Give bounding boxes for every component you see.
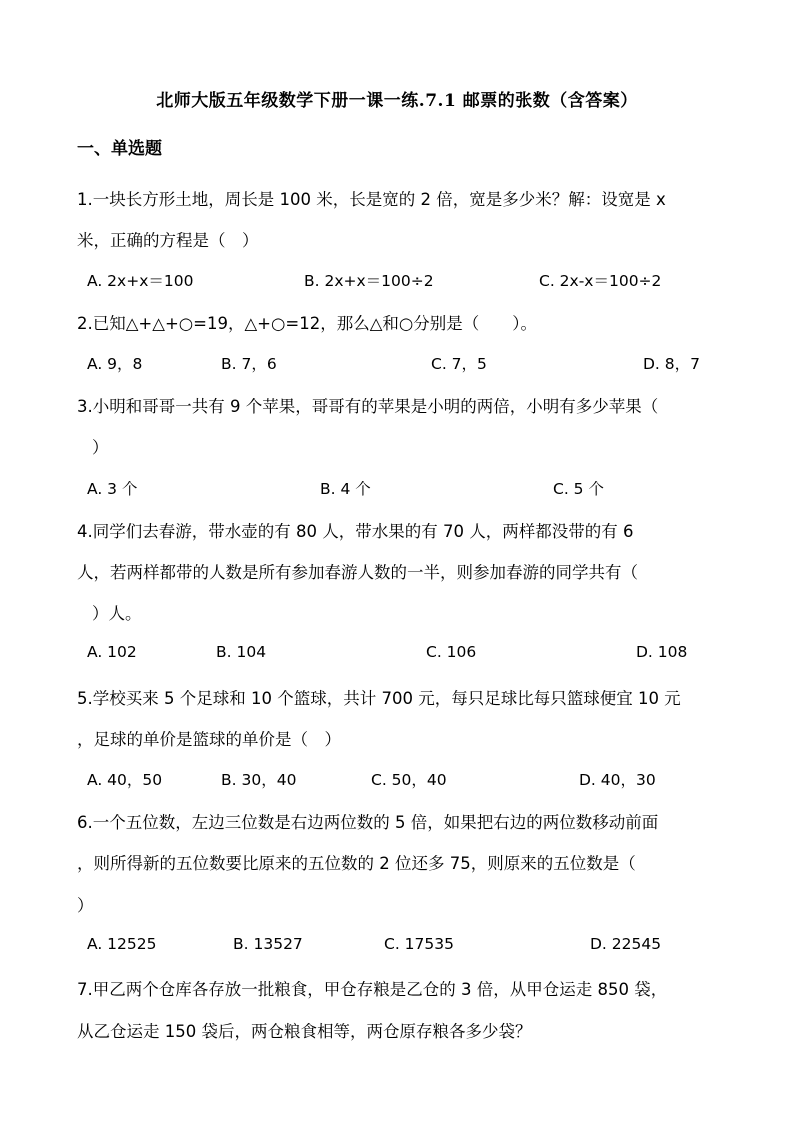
question-4-line-1: 4.同学们去春游，带水壶的有 80 人，带水果的有 70 人，两样都没带的有 6: [77, 522, 634, 541]
question-3-option-c: C. 5 个: [553, 480, 604, 498]
question-5-line-1: 5.学校买来 5 个足球和 10 个篮球，共计 700 元，每只足球比每只篮球便宜 10 元: [77, 689, 681, 708]
question-5-option-c: C. 50，40: [371, 771, 447, 789]
question-6-line-3: ）: [77, 896, 94, 915]
question-6-line-2: ，则所得新的五位数要比原来的五位数的 2 位还多 75，则原来的五位数是（: [77, 854, 636, 873]
question-4-option-c: C. 106: [426, 643, 477, 661]
question-2-line-1: 2.已知△+△+○=19，△+○=12，那么△和○分别是（ ）。: [77, 314, 538, 333]
question-5-line-2: ，足球的单价是篮球的单价是（ ）: [77, 730, 341, 749]
question-5-option-b: B. 30，40: [221, 771, 297, 789]
document-title: 北师大版五年级数学下册一课一练.7.1 邮票的张数（含答案）: [156, 91, 638, 111]
question-2-option-a: A. 9，8: [87, 355, 143, 373]
question-6-option-d: D. 22545: [590, 935, 662, 953]
question-1-option-b: B. 2x+x＝100÷2: [304, 272, 434, 290]
question-2-option-b: B. 7，6: [221, 355, 277, 373]
question-3-line-1: 3.小明和哥哥一共有 9 个苹果，哥哥有的苹果是小明的两倍，小明有多少苹果（: [77, 397, 659, 416]
question-7-line-2: 从乙仓运走 150 袋后，两仓粮食相等，两仓原存粮各多少袋？: [77, 1022, 532, 1041]
question-1-option-c: C. 2x-x＝100÷2: [539, 272, 662, 290]
question-7-line-1: 7.甲乙两个仓库各存放一批粮食，甲仓存粮是乙仓的 3 倍，从甲仓运走 850 袋，: [77, 980, 668, 999]
question-3-option-b: B. 4 个: [320, 480, 371, 498]
question-4-option-a: A. 102: [87, 643, 137, 661]
question-6-line-1: 6.一个五位数，左边三位数是右边两位数的 5 倍，如果把右边的两位数移动前面: [77, 813, 659, 832]
question-4-line-3: ）人。: [92, 604, 142, 623]
question-4-option-b: B. 104: [216, 643, 267, 661]
question-6-option-c: C. 17535: [384, 935, 454, 953]
question-6-option-a: A. 12525: [87, 935, 157, 953]
question-3-line-2: ）: [92, 438, 109, 457]
question-5-option-d: D. 40，30: [579, 771, 656, 789]
question-6-option-b: B. 13527: [233, 935, 303, 953]
question-1-line-2: 米，正确的方程是（ ）: [77, 231, 259, 250]
question-1-line-1: 1.一块长方形土地，周长是 100 米，长是宽的 2 倍，宽是多少米？解：设宽是 x: [77, 190, 666, 209]
question-4-option-d: D. 108: [636, 643, 688, 661]
question-2-option-c: C. 7，5: [431, 355, 487, 373]
question-4-line-2: 人，若两样都带的人数是所有参加春游人数的一半，则参加春游的同学共有（: [77, 563, 638, 582]
question-5-option-a: A. 40，50: [87, 771, 163, 789]
question-2-option-d: D. 8，7: [643, 355, 701, 373]
section-heading: 一、单选题: [77, 139, 162, 159]
question-3-option-a: A. 3 个: [87, 480, 138, 498]
question-1-option-a: A. 2x+x＝100: [87, 272, 194, 290]
